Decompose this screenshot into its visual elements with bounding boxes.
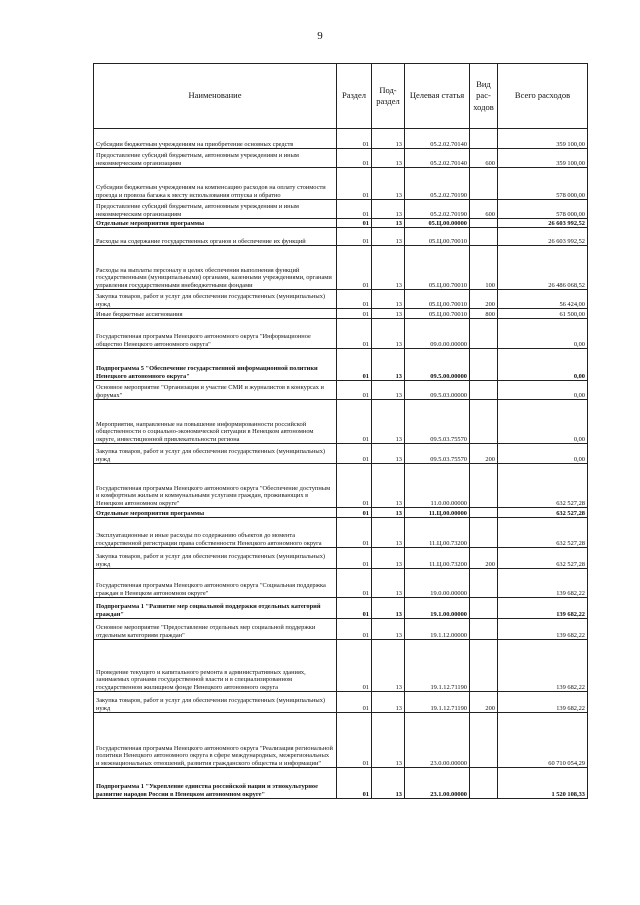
row-name: Государственная программа Ненецкого автономного округа "Реализация региональной политики Ненецкого автономного округа в сфере международных, межрегиональных и межнациональных отношений, развития гражданского общества и информации" [94, 713, 337, 768]
row-section: 01 [337, 290, 372, 309]
row-name: Закупка товаров, работ и услуг для обеспечения государственных (муниципальных) нужд [94, 548, 337, 569]
row-section: 01 [337, 309, 372, 319]
row-expense-type: 200 [470, 692, 498, 713]
row-total: 632 527,28 [498, 548, 588, 569]
row-target: 09.0.00.00000 [405, 319, 470, 349]
row-name: Отдельные мероприятия программы [94, 219, 337, 228]
row-target: 19.0.00.00000 [405, 569, 470, 598]
table-row [94, 168, 588, 200]
row-subsection: 13 [372, 640, 405, 692]
row-expense-type [470, 518, 498, 548]
table-row [94, 692, 588, 713]
row-section: 01 [337, 200, 372, 219]
row-section: 01 [337, 464, 372, 508]
row-expense-type [470, 168, 498, 200]
row-total: 632 527,28 [498, 518, 588, 548]
row-subsection: 13 [372, 309, 405, 319]
row-section: 01 [337, 768, 372, 799]
row-section: 01 [337, 400, 372, 444]
table-row [94, 246, 588, 290]
row-name: Эксплуатационные и иные расходы по содержанию объектов до момента государственной регистрации права собственности Ненецкого автономного округа [94, 518, 337, 548]
row-target: 09.5.03.75570 [405, 400, 470, 444]
budget-table [93, 63, 588, 799]
row-name: Основное мероприятие "Предоставление отдельных мер социальной поддержки отдельным категориям граждан" [94, 619, 337, 640]
row-name: Субсидии бюджетным учреждениям на компенсацию расходов на оплату стоимости проезда и провоза багажа к месту использования отпуска и обратно [94, 168, 337, 200]
row-target: 23.0.00.00000 [405, 713, 470, 768]
row-section: 01 [337, 569, 372, 598]
row-name: Предоставление субсидий бюджетным, автономным учреждениям и иным некоммерческим организациям [94, 149, 337, 168]
table-row [94, 569, 588, 598]
header-section: Раздел [337, 64, 372, 129]
row-expense-type [470, 400, 498, 444]
row-expense-type: 600 [470, 149, 498, 168]
row-target: 11.0.00.00000 [405, 464, 470, 508]
row-subsection: 13 [372, 444, 405, 464]
table-row [94, 444, 588, 464]
row-subsection: 13 [372, 619, 405, 640]
row-subsection: 13 [372, 598, 405, 619]
row-expense-type [470, 464, 498, 508]
row-expense-type: 200 [470, 444, 498, 464]
table-row [94, 598, 588, 619]
row-subsection: 13 [372, 508, 405, 518]
row-name: Государственная программа Ненецкого автономного округа "Социальная поддержка граждан в Ненецком автономном округе" [94, 569, 337, 598]
row-target: 09.5.00.00000 [405, 349, 470, 381]
table-row [94, 200, 588, 219]
row-name: Мероприятия, направленные на повышение информированности российской общественности о социально-экономической ситуации в Ненецком автономном округе, инвестиционной привлекательности региона [94, 400, 337, 444]
table-row [94, 219, 588, 228]
table-row [94, 518, 588, 548]
row-target: 19.1.12.71190 [405, 640, 470, 692]
row-expense-type [470, 381, 498, 400]
row-total: 26 486 068,52 [498, 246, 588, 290]
row-total: 139 682,22 [498, 598, 588, 619]
row-expense-type [470, 319, 498, 349]
row-section: 01 [337, 149, 372, 168]
row-total: 632 527,28 [498, 508, 588, 518]
table-row [94, 149, 588, 168]
row-total: 139 682,22 [498, 619, 588, 640]
row-subsection: 13 [372, 290, 405, 309]
row-total: 0,00 [498, 400, 588, 444]
row-section: 01 [337, 444, 372, 464]
row-expense-type [470, 598, 498, 619]
row-target: 05.2.02.70140 [405, 149, 470, 168]
row-total: 0,00 [498, 349, 588, 381]
row-target: 05.2.02.70140 [405, 129, 470, 149]
row-subsection: 13 [372, 200, 405, 219]
row-expense-type [470, 619, 498, 640]
table-row [94, 381, 588, 400]
row-total: 139 682,22 [498, 692, 588, 713]
row-total: 60 710 054,29 [498, 713, 588, 768]
row-total: 139 682,22 [498, 569, 588, 598]
row-target: 19.1.00.00000 [405, 598, 470, 619]
row-name: Закупка товаров, работ и услуг для обеспечения государственных (муниципальных) нужд [94, 444, 337, 464]
row-target: 11.Ц.00.00000 [405, 508, 470, 518]
row-expense-type [470, 129, 498, 149]
row-name: Основное мероприятие "Организация и участие СМИ и журналистов в конкурсах и форумах" [94, 381, 337, 400]
row-section: 01 [337, 246, 372, 290]
table-row [94, 349, 588, 381]
row-name: Предоставление субсидий бюджетным, автономным учреждениям и иным некоммерческим организациям [94, 200, 337, 219]
row-section: 01 [337, 508, 372, 518]
row-section: 01 [337, 619, 372, 640]
row-name: Закупка товаров, работ и услуг для обеспечения государственных (муниципальных) нужд [94, 290, 337, 309]
row-expense-type [470, 640, 498, 692]
row-section: 01 [337, 692, 372, 713]
row-section: 01 [337, 228, 372, 246]
row-total: 578 000,00 [498, 168, 588, 200]
row-name: Расходы на содержание государственных органов и обеспечение их функций [94, 228, 337, 246]
header-name: Наименование [94, 64, 337, 129]
row-name: Отдельные мероприятия программы [94, 508, 337, 518]
row-subsection: 13 [372, 692, 405, 713]
row-subsection: 13 [372, 319, 405, 349]
row-name: Подпрограмма 1 "Развитие мер социальной поддержки отдельных категорий граждан" [94, 598, 337, 619]
row-section: 01 [337, 319, 372, 349]
row-expense-type [470, 349, 498, 381]
row-total: 61 500,00 [498, 309, 588, 319]
row-subsection: 13 [372, 349, 405, 381]
row-total: 359 100,00 [498, 129, 588, 149]
row-target: 05.Ц.00.70010 [405, 228, 470, 246]
row-name: Подпрограмма 1 "Укрепление единства российской нации и этнокультурное развитие народов России в Ненецком автономном округе" [94, 768, 337, 799]
table-row [94, 228, 588, 246]
row-target: 19.1.12.00000 [405, 619, 470, 640]
table-row [94, 319, 588, 349]
table-row [94, 768, 588, 799]
row-subsection: 13 [372, 149, 405, 168]
row-total: 0,00 [498, 444, 588, 464]
row-expense-type [470, 228, 498, 246]
row-target: 11.Ц.00.73200 [405, 548, 470, 569]
row-target: 09.5.03.00000 [405, 381, 470, 400]
table-row [94, 548, 588, 569]
row-total: 632 527,28 [498, 464, 588, 508]
row-target: 05.Ц.00.70010 [405, 246, 470, 290]
row-total: 1 520 108,33 [498, 768, 588, 799]
row-total: 578 000,00 [498, 200, 588, 219]
row-expense-type: 200 [470, 290, 498, 309]
row-target: 19.1.12.71190 [405, 692, 470, 713]
table-row [94, 713, 588, 768]
row-subsection: 13 [372, 168, 405, 200]
row-name: Субсидии бюджетным учреждениям на приобретение основных средств [94, 129, 337, 149]
row-expense-type [470, 508, 498, 518]
row-subsection: 13 [372, 246, 405, 290]
row-section: 01 [337, 640, 372, 692]
row-section: 01 [337, 518, 372, 548]
row-target: 05.Ц.00.70010 [405, 309, 470, 319]
row-expense-type: 600 [470, 200, 498, 219]
header-expense-type: Вид рас-ходов [470, 64, 498, 129]
row-total: 26 603 992,52 [498, 228, 588, 246]
row-total: 0,00 [498, 319, 588, 349]
row-subsection: 13 [372, 129, 405, 149]
row-expense-type: 100 [470, 246, 498, 290]
row-total: 359 100,00 [498, 149, 588, 168]
row-target: 11.Ц.00.73200 [405, 518, 470, 548]
row-subsection: 13 [372, 381, 405, 400]
row-subsection: 13 [372, 400, 405, 444]
row-expense-type: 800 [470, 309, 498, 319]
row-name: Государственная программа Ненецкого автономного округа "Информационное общество Ненецкого автономного округа" [94, 319, 337, 349]
table-row [94, 464, 588, 508]
page-number: 9 [317, 30, 323, 42]
row-target: 09.5.03.75570 [405, 444, 470, 464]
row-subsection: 13 [372, 713, 405, 768]
row-name: Иные бюджетные ассигнования [94, 309, 337, 319]
row-section: 01 [337, 219, 372, 228]
row-expense-type: 200 [470, 548, 498, 569]
row-subsection: 13 [372, 768, 405, 799]
row-subsection: 13 [372, 464, 405, 508]
row-expense-type [470, 768, 498, 799]
table-row [94, 619, 588, 640]
table-row [94, 290, 588, 309]
row-name: Подпрограмма 5 "Обеспечение государственной информационной политики Ненецкого автономного округа" [94, 349, 337, 381]
row-total: 26 603 992,52 [498, 219, 588, 228]
row-subsection: 13 [372, 518, 405, 548]
header-total: Всего расходов [498, 64, 588, 129]
table-row [94, 640, 588, 692]
row-expense-type [470, 713, 498, 768]
header-subsection: Под-раздел [372, 64, 405, 129]
row-expense-type [470, 569, 498, 598]
row-section: 01 [337, 713, 372, 768]
table-row [94, 400, 588, 444]
row-section: 01 [337, 168, 372, 200]
table-header-row [94, 64, 588, 129]
row-target: 23.1.00.00000 [405, 768, 470, 799]
row-section: 01 [337, 349, 372, 381]
row-target: 05.2.02.70190 [405, 168, 470, 200]
row-section: 01 [337, 598, 372, 619]
row-section: 01 [337, 548, 372, 569]
row-name: Расходы на выплаты персоналу в целях обеспечения выполнения функций государственными (муниципальными) органами, казенными учреждениями, органами управления государственными внебюджетными фондами [94, 246, 337, 290]
row-name: Проведение текущего и капитального ремонта в административных зданиях, занимаемых органами государственной власти и в специализированном государственном жилищном фонде Ненецкого автономного округа [94, 640, 337, 692]
header-target: Целевая статья [405, 64, 470, 129]
row-total: 0,00 [498, 381, 588, 400]
row-subsection: 13 [372, 569, 405, 598]
table-row [94, 129, 588, 149]
table-row [94, 508, 588, 518]
row-target: 05.2.02.70190 [405, 200, 470, 219]
row-subsection: 13 [372, 219, 405, 228]
row-expense-type [470, 219, 498, 228]
row-section: 01 [337, 129, 372, 149]
row-subsection: 13 [372, 548, 405, 569]
row-target: 05.Ц.00.00000 [405, 219, 470, 228]
row-subsection: 13 [372, 228, 405, 246]
table-row [94, 309, 588, 319]
row-target: 05.Ц.00.70010 [405, 290, 470, 309]
row-total: 139 682,22 [498, 640, 588, 692]
row-section: 01 [337, 381, 372, 400]
row-total: 56 424,00 [498, 290, 588, 309]
row-name: Государственная программа Ненецкого автономного округа "Обеспечение доступным и комфортным жильем и коммунальными услугами граждан, проживающих в Ненецком автономном округе" [94, 464, 337, 508]
row-name: Закупка товаров, работ и услуг для обеспечения государственных (муниципальных) нужд [94, 692, 337, 713]
